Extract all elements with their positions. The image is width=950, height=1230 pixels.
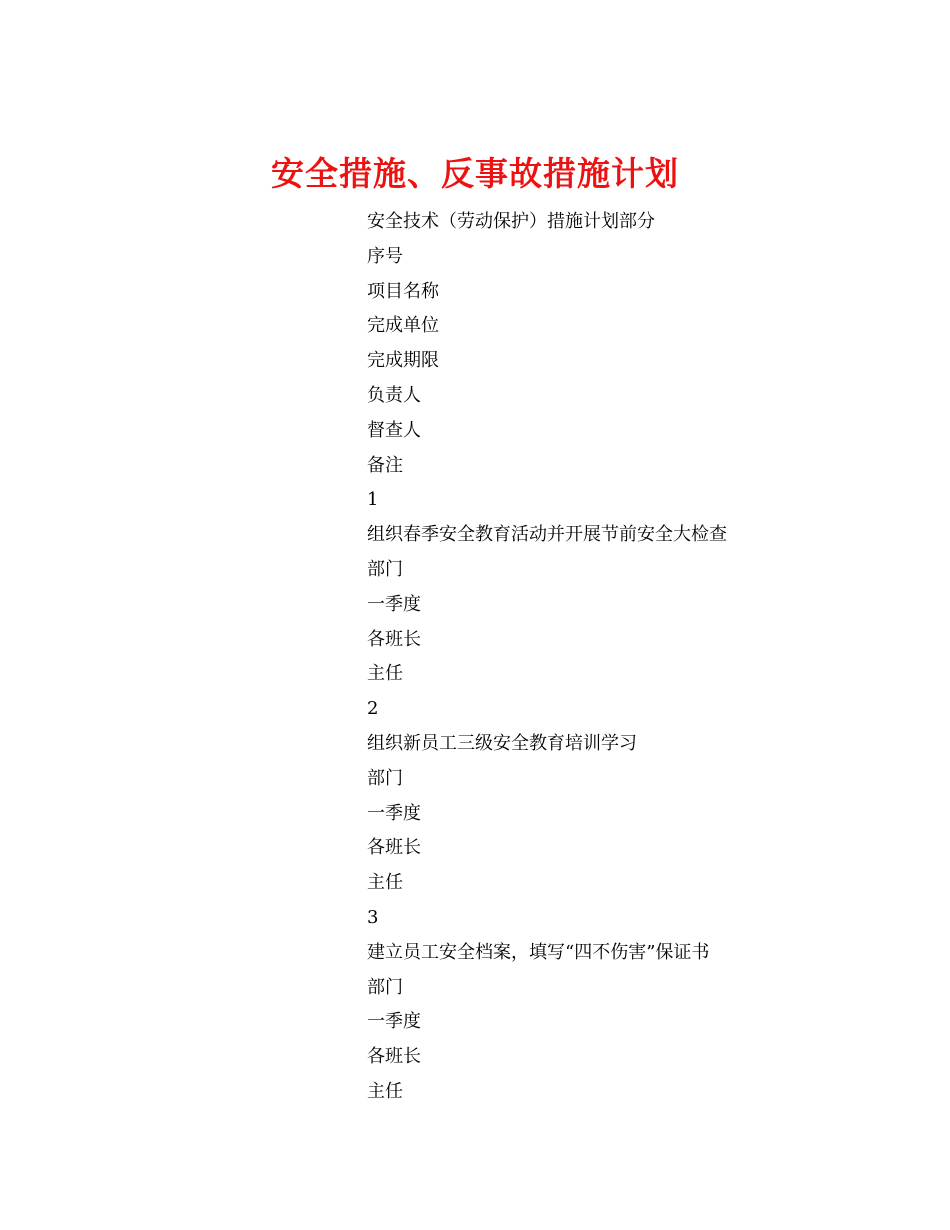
item-serial: 1 [367,489,379,511]
item-project: 组织春季安全教育活动并开展节前安全大检查 [367,524,727,546]
item-deadline: 一季度 [367,802,421,824]
item-responsible: 各班长 [367,1046,421,1068]
item-responsible: 各班长 [367,628,421,650]
item-unit: 部门 [367,767,403,789]
column-header-responsible: 负责人 [367,384,421,406]
column-header-supervisor: 督查人 [367,419,421,441]
page-title: 安全措施、反事故措施计划 [271,154,679,194]
item-project: 组织新员工三级安全教育培训学习 [367,732,637,754]
item-responsible: 各班长 [367,837,421,859]
item-unit: 部门 [367,558,403,580]
item-serial: 3 [367,906,379,928]
column-header-project: 项目名称 [367,280,439,302]
document-body [367,205,867,1110]
column-header-deadline: 完成期限 [367,350,439,372]
item-supervisor: 主任 [367,663,403,685]
column-header-serial: 序号 [367,245,403,267]
item-project: 建立员工安全档案，填写“四不伤害”保证书 [367,941,710,963]
column-header-unit: 完成单位 [367,315,439,337]
column-header-remarks: 备注 [367,454,403,476]
item-unit: 部门 [367,976,403,998]
item-deadline: 一季度 [367,1011,421,1033]
item-serial: 2 [367,698,379,720]
item-supervisor: 主任 [367,872,403,894]
item-deadline: 一季度 [367,593,421,615]
section-heading: 安全技术（劳动保护）措施计划部分 [367,211,655,232]
item-supervisor: 主任 [367,1080,403,1102]
